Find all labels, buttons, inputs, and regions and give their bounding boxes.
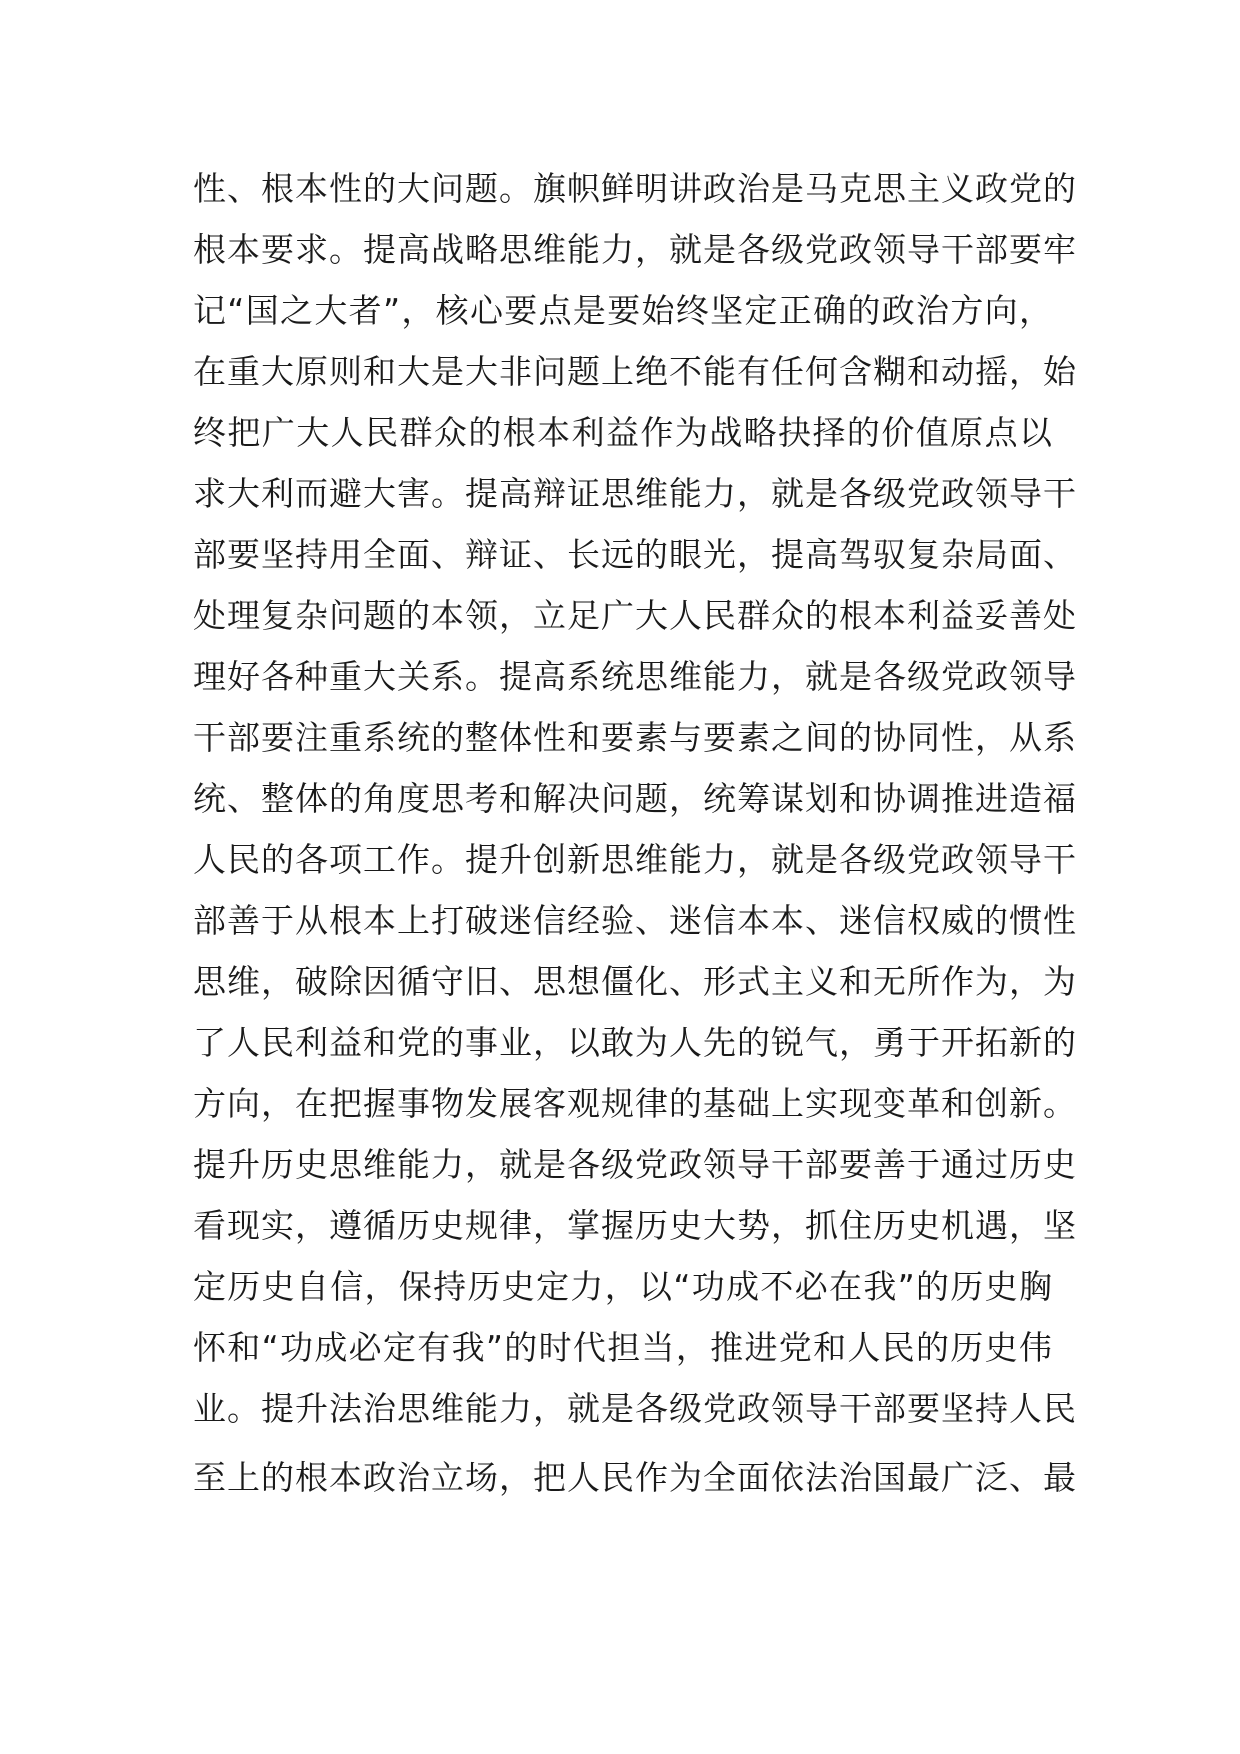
text-line: 看现实，遵循历史规律，掌握历史大势，抓住历史机遇，坚 bbox=[193, 1206, 1077, 1245]
text-line: 定历史自信，保持历史定力，以“功成不必在我”的历史胸 bbox=[193, 1267, 1053, 1306]
text-line: 怀和“功成必定有我”的时代担当，推进党和人民的历史伟 bbox=[193, 1328, 1053, 1367]
text-line: 部要坚持用全面、辩证、长远的眼光，提高驾驭复杂局面、 bbox=[193, 535, 1077, 574]
text-line: 至上的根本政治立场，把人民作为全面依法治国最广泛、最 bbox=[193, 1458, 1077, 1497]
text-line: 人民的各项工作。提升创新思维能力，就是各级党政领导干 bbox=[193, 840, 1077, 879]
text-line: 处理复杂问题的本领，立足广大人民群众的根本利益妥善处 bbox=[193, 596, 1077, 635]
text-line: 根本要求。提高战略思维能力，就是各级党政领导干部要牢 bbox=[193, 230, 1077, 269]
text-line: 在重大原则和大是大非问题上绝不能有任何含糊和动摇，始 bbox=[193, 352, 1077, 391]
text-line: 了人民利益和党的事业，以敢为人先的锐气，勇于开拓新的 bbox=[193, 1023, 1077, 1062]
text-line: 性、根本性的大问题。旗帜鲜明讲政治是马克思主义政党的 bbox=[193, 169, 1077, 208]
text-line: 部善于从根本上打破迷信经验、迷信本本、迷信权威的惯性 bbox=[193, 901, 1077, 940]
text-line: 记“国之大者”，核心要点是要始终坚定正确的政治方向， bbox=[193, 291, 1053, 330]
body-paragraph bbox=[193, 158, 1077, 1508]
text-line: 业。提升法治思维能力，就是各级党政领导干部要坚持人民 bbox=[193, 1389, 1077, 1428]
text-line: 提升历史思维能力，就是各级党政领导干部要善于通过历史 bbox=[193, 1145, 1077, 1184]
text-line: 思维，破除因循守旧、思想僵化、形式主义和无所作为，为 bbox=[193, 962, 1077, 1001]
text-line: 终把广大人民群众的根本利益作为战略抉择的价值原点以 bbox=[193, 413, 1053, 452]
text-line: 理好各种重大关系。提高系统思维能力，就是各级党政领导 bbox=[193, 657, 1077, 696]
text-line: 干部要注重系统的整体性和要素与要素之间的协同性，从系 bbox=[193, 718, 1077, 757]
text-line: 求大利而避大害。提高辩证思维能力，就是各级党政领导干 bbox=[193, 474, 1077, 513]
text-line: 方向，在把握事物发展客观规律的基础上实现变革和创新。 bbox=[193, 1084, 1077, 1123]
text-line: 统、整体的角度思考和解决问题，统筹谋划和协调推进造福 bbox=[193, 779, 1077, 818]
